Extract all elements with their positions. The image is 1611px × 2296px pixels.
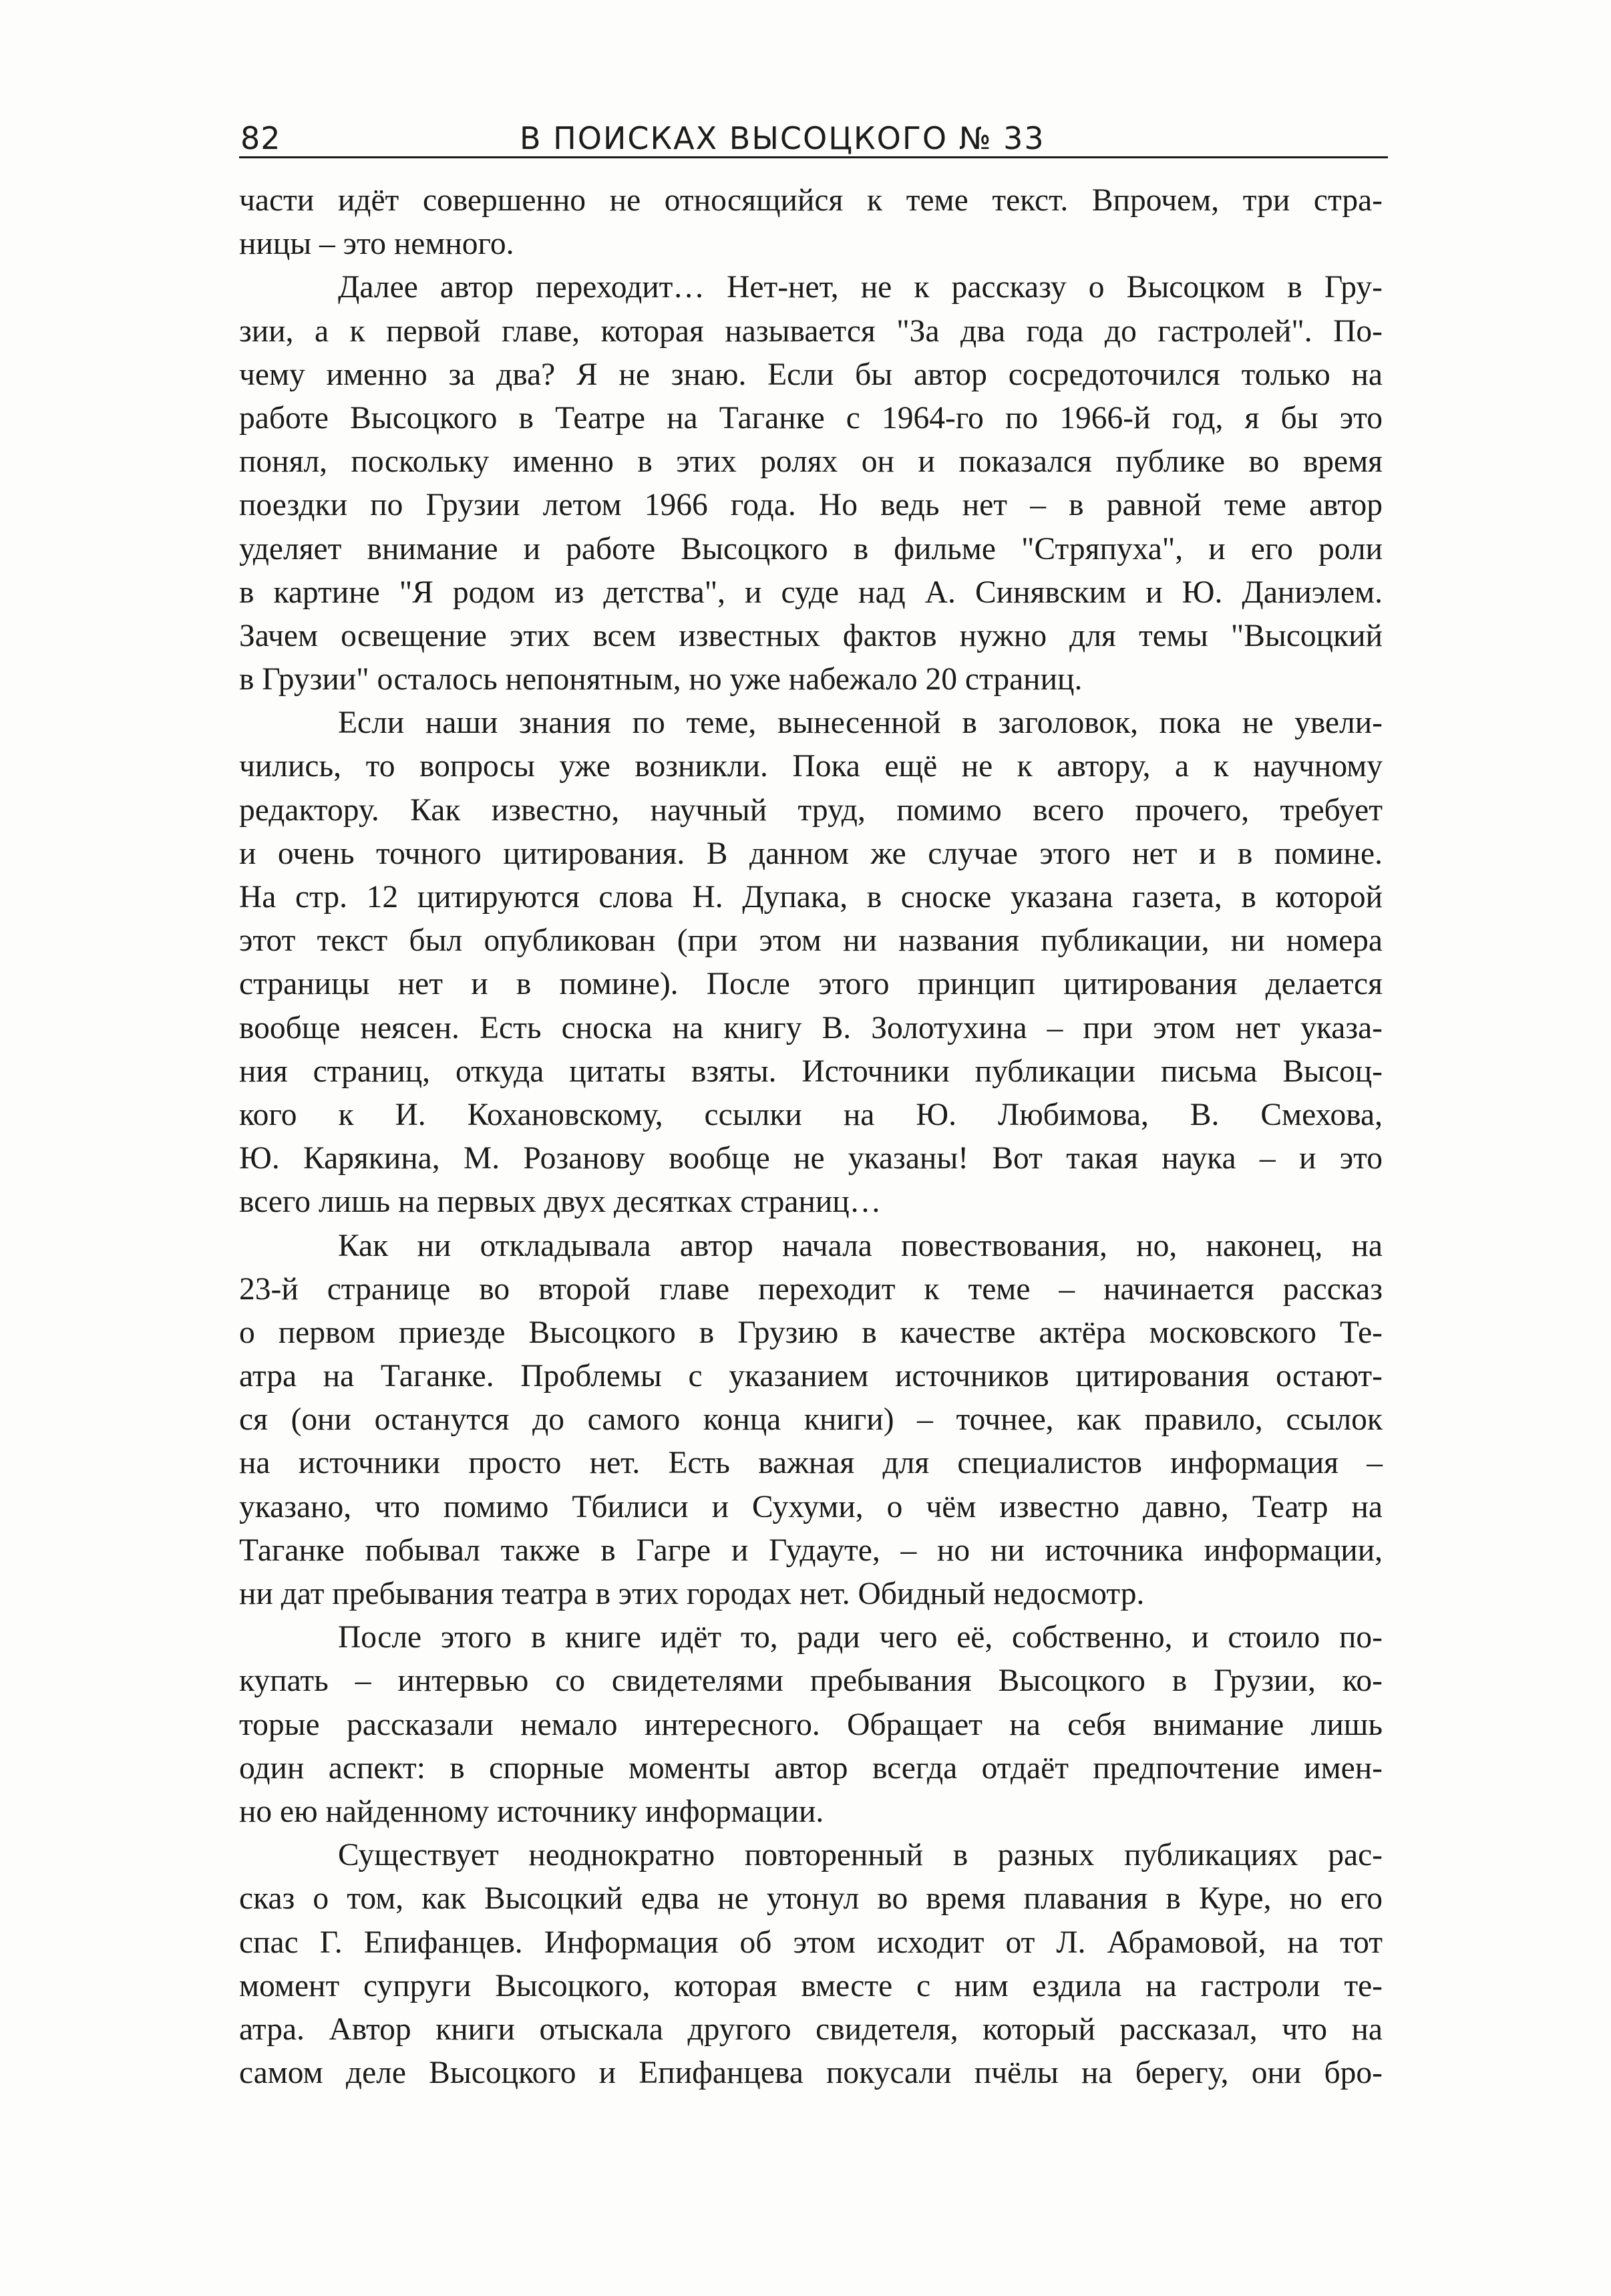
paragraph (239, 1224, 1383, 1617)
text-line: но ею найденному источнику информации. (239, 1794, 824, 1829)
paragraph (239, 1834, 1383, 2095)
text-line: работе Высоцкого в Театре на Таганке с 1964-го по 1966-й год, я бы это (239, 400, 1383, 436)
text-line: атра на Таганке. Проблемы с указанием источников цитирования остают- (239, 1359, 1383, 1394)
text-line: уделяет внимание и работе Высоцкого в фильме "Стряпуха", и его роли (239, 531, 1383, 566)
text-line: указано, что помимо Тбилиси и Сухуми, о чём известно давно, Театр на (239, 1489, 1383, 1524)
text-line: в картине "Я родом из детства", и суде над А. Синявским и Ю. Даниэлем. (239, 575, 1383, 610)
text-line: момент супруги Высоцкого, которая вместе с ним ездила на гастроли те- (239, 1968, 1383, 2003)
text-line: После этого в книге идёт то, ради чего её, собственно, и стоило по- (338, 1620, 1383, 1655)
text-line: этот текст был опубликован (при этом ни названия публикации, ни номера (239, 923, 1383, 959)
text-line: ся (они останутся до самого конца книги) – точнее, как правило, ссылок (239, 1402, 1383, 1438)
text-line: всего лишь на первых двух десятках страниц… (239, 1184, 882, 1220)
text-line: сказ о том, как Высоцкий едва не утонул во время плавания в Куре, но его (239, 1881, 1383, 1917)
text-line: Таганке побывал также в Гагре и Гудауте, – но ни источника информации, (239, 1532, 1383, 1568)
text-line: один аспект: в спорные моменты автор всегда отдаёт предпочтение имен- (239, 1750, 1383, 1786)
text-line: Зачем освещение этих всем известных фактов нужно для темы "Высоцкий (239, 618, 1383, 653)
text-line: ни дат пребывания театра в этих городах нет. Обидный недосмотр. (239, 1577, 1145, 1611)
text-line: ния страниц, откуда цитаты взяты. Источники публикации письма Высоц- (239, 1053, 1383, 1089)
text-line: чему именно за два? Я не знаю. Если бы автор сосредоточился только на (239, 357, 1383, 392)
body-text (239, 179, 1383, 2095)
text-line: чились, то вопросы уже возникли. Пока ещё не к автору, а к научному (239, 749, 1383, 784)
text-line: вообще неясен. Есть сноска на книгу В. Золотухина – при этом нет указа- (239, 1010, 1383, 1045)
text-line: Существует неоднократно повторенный в разных публикациях рас- (338, 1838, 1383, 1873)
page-number: 82 (240, 120, 281, 156)
running-head (239, 115, 1388, 158)
text-line: Если наши знания по теме, вынесенной в заголовок, пока не увели- (338, 705, 1383, 741)
text-line: Ю. Карякина, М. Розанову вообще не указаны! Вот такая наука – и это (239, 1141, 1383, 1176)
text-line: поездки по Грузии летом 1966 года. Но ведь нет – в равной теме автор (239, 488, 1383, 523)
text-line: части идёт совершенно не относящийся к теме текст. Впрочем, три стра- (239, 183, 1383, 218)
text-line: На стр. 12 цитируются слова Н. Дупака, в сноске указана газета, в которой (239, 880, 1383, 915)
text-line: самом деле Высоцкого и Епифанцева покусали пчёлы на берегу, они бро- (239, 2056, 1383, 2091)
paragraph (239, 266, 1383, 701)
text-line: кого к И. Кохановскому, ссылки на Ю. Любимова, В. Смехова, (239, 1097, 1383, 1132)
text-line: Далее автор переходит… Нет-нет, не к рассказу о Высоцком в Гру- (338, 270, 1383, 305)
text-line: понял, поскольку именно в этих ролях он и показался публике во время (239, 444, 1383, 480)
text-line: 23-й странице во второй главе переходит к теме – начинается рассказ (239, 1271, 1383, 1307)
paragraph (239, 701, 1383, 1224)
paragraph (239, 179, 1383, 266)
text-line: зии, а к первой главе, которая называется "За два года до гастролей". По- (239, 313, 1383, 349)
text-line: страницы нет и в помине). После этого принцип цитирования делается (239, 967, 1383, 1002)
text-line: о первом приезде Высоцкого в Грузию в качестве актёра московского Те- (239, 1315, 1383, 1350)
text-line: ницы – это немного. (239, 226, 514, 262)
text-line: в Грузии" осталось непонятным, но уже набежало 20 страниц. (239, 662, 1083, 697)
journal-title: В ПОИСКАХ ВЫСОЦКОГО № 33 (520, 120, 1045, 156)
text-line: Как ни откладывала автор начала повествования, но, наконец, на (338, 1228, 1383, 1263)
paragraph (239, 1616, 1383, 1834)
text-line: и очень точного цитирования. В данном же случае этого нет и в помине. (239, 836, 1383, 871)
text-line: атра. Автор книги отыскала другого свидетеля, который рассказал, что на (239, 2011, 1383, 2047)
text-line: спас Г. Епифанцев. Информация об этом исходит от Л. Абрамовой, на тот (239, 1925, 1383, 1960)
text-line: редактору. Как известно, научный труд, помимо всего прочего, требует (239, 792, 1383, 828)
text-line: на источники просто нет. Есть важная для специалистов информация – (239, 1446, 1383, 1481)
text-line: торые рассказали немало интересного. Обращает на себя внимание лишь (239, 1707, 1383, 1742)
text-line: купать – интервью со свидетелями пребывания Высоцкого в Грузии, ко- (239, 1663, 1383, 1699)
